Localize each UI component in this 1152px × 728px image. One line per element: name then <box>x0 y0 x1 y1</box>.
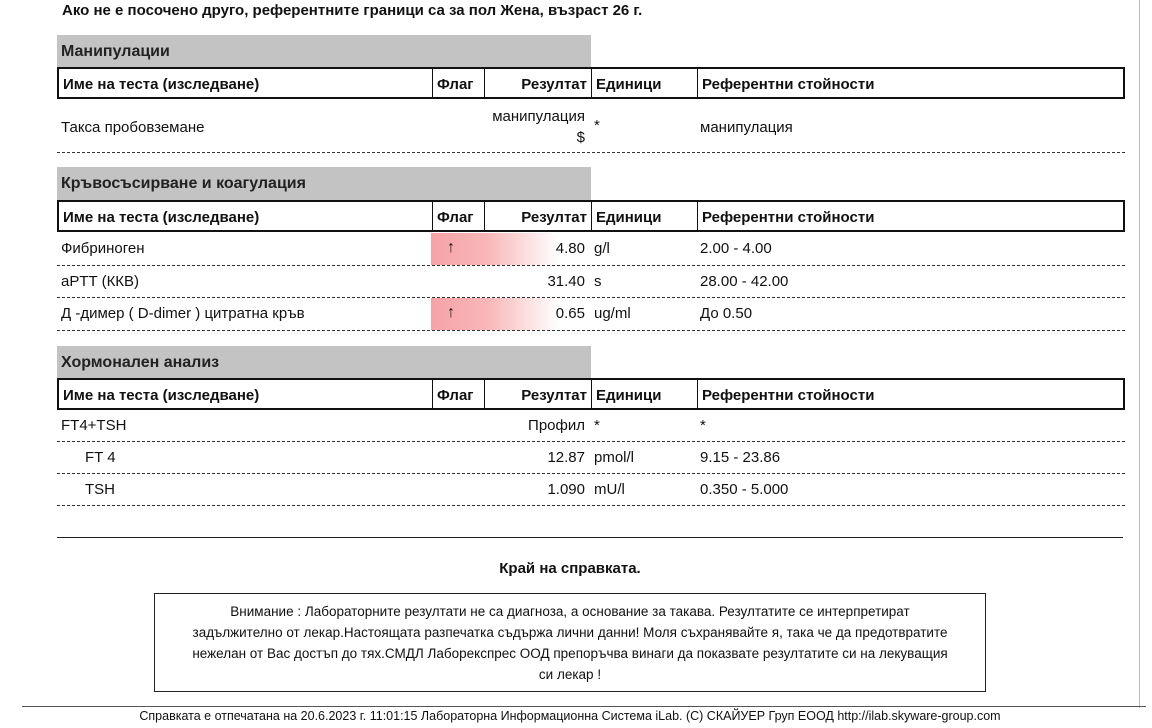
unit: g/l <box>594 240 610 257</box>
header-ref: Референтни стойности <box>702 209 875 226</box>
section-title-coagulation: Кръвосъсирване и коагулация <box>57 167 591 200</box>
section-title-hormonal: Хормонален анализ <box>57 346 591 379</box>
reference-range: 0.350 - 5.000 <box>700 481 789 498</box>
header-name: Име на теста (изследване) <box>59 202 433 230</box>
test-name: Д -димер ( D-dimer ) цитратна кръв <box>61 305 305 322</box>
test-name: Фибриноген <box>61 240 145 257</box>
unit: ug/ml <box>594 305 631 322</box>
unit: * <box>594 417 600 434</box>
table-row <box>57 474 1125 506</box>
result-value: 31.40 <box>547 273 585 290</box>
table-header <box>57 200 1125 232</box>
test-name: TSH <box>85 481 115 498</box>
header-unit: Единици <box>592 380 698 408</box>
header-flag: Флаг <box>433 69 485 97</box>
unit: s <box>594 273 602 290</box>
unit: * <box>594 117 600 134</box>
table-header <box>57 378 1125 410</box>
reference-range: 9.15 - 23.86 <box>700 449 781 466</box>
header-unit: Единици <box>592 69 698 97</box>
header-ref: Референтни стойности <box>702 76 875 93</box>
test-name: FT4+TSH <box>61 417 127 434</box>
result-value: Профил <box>528 417 585 434</box>
result-value: 12.87 <box>547 449 585 466</box>
end-of-report: Край на справката. <box>499 560 641 577</box>
footer-divider <box>22 706 1146 707</box>
result-value: манипулация <box>492 108 585 125</box>
reference-range: 28.00 - 42.00 <box>700 273 789 290</box>
result-value: 4.80 <box>555 240 585 257</box>
reference-range: До 0.50 <box>700 305 753 322</box>
header-ref: Референтни стойности <box>702 387 875 404</box>
reference-range: манипулация <box>700 119 793 136</box>
reference-range: 2.00 - 4.00 <box>700 240 772 257</box>
header-flag: Флаг <box>433 202 485 230</box>
result-value: 0.65 <box>555 305 585 322</box>
header-name: Име на теста (изследване) <box>59 69 433 97</box>
result-value-line2: $ <box>576 129 585 146</box>
section-title-manipulations: Манипулации <box>57 35 591 68</box>
flag-high-icon: ↑ <box>447 304 455 321</box>
table-row <box>57 298 1125 331</box>
table-row <box>57 100 1125 153</box>
test-name: FT 4 <box>85 449 116 466</box>
test-name: aPTT (ККВ) <box>61 273 140 290</box>
test-name: Такса пробовземане <box>61 119 205 136</box>
table-header <box>57 67 1125 99</box>
unit: pmol/l <box>594 449 635 466</box>
divider <box>57 537 1123 538</box>
reference-intro: Ако не е посочено друго, референтните граници са за пол Жена, възраст 26 г. <box>62 2 643 19</box>
table-row <box>57 233 1125 266</box>
header-result: Резултат <box>485 380 592 408</box>
header-name: Име на теста (изследване) <box>59 380 433 408</box>
print-footer: Справката е отпечатана на 20.6.2023 г. 11:01:15 Лабораторна Информационна Система iLab. (C) СКАЙУЕР Груп ЕООД http://ilab.skyware-group.com <box>139 709 1001 723</box>
header-flag: Флаг <box>433 380 485 408</box>
table-row <box>57 266 1125 298</box>
table-row <box>57 411 1125 442</box>
flag-high-icon: ↑ <box>447 239 455 256</box>
reference-range: * <box>700 417 706 434</box>
result-value: 1.090 <box>547 481 585 498</box>
table-row <box>57 442 1125 474</box>
header-result: Резултат <box>485 69 592 97</box>
header-result: Резултат <box>485 202 592 230</box>
header-unit: Единици <box>592 202 698 230</box>
disclaimer-notice: Внимание : Лабораторните резултати не са диагноза, а основание за такава. Резултатите се интерпретират задължително от лекар.Настоящата разпечатка съдържа лични данни! Моля съхранявайте я, така че да предотвратите нежелан от Вас достъп до тях.СМДЛ Лаборекспрес ООД препоръчва винаги да показвате резултатите си на лекуващия си лекар ! <box>154 593 986 692</box>
unit: mU/l <box>594 481 625 498</box>
